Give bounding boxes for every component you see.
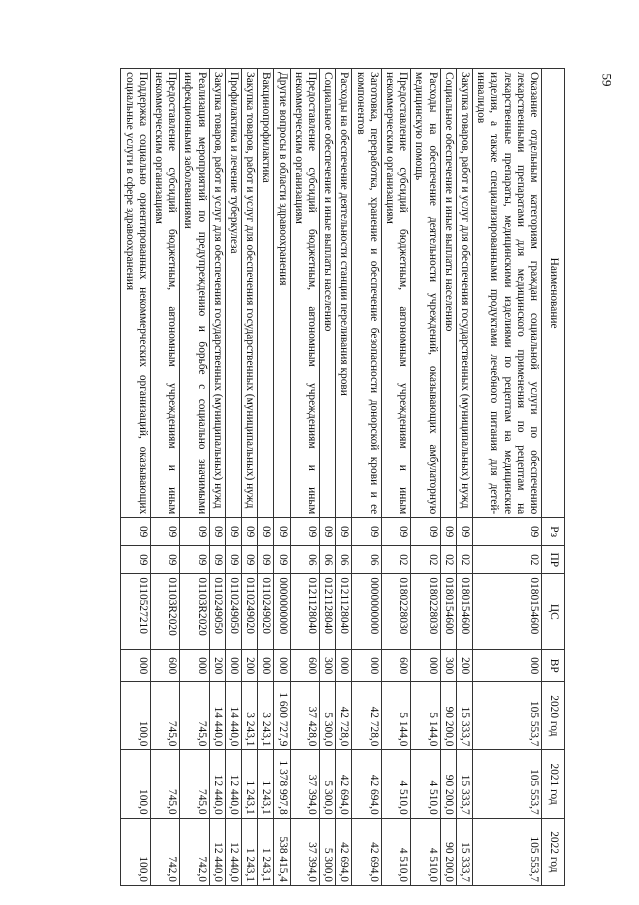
budget-table (120, 68, 565, 886)
row-2020-cell: 3 243,1 (241, 682, 257, 750)
row-2022-cell: 15 333,7 (456, 818, 472, 885)
row-2020-cell: 105 553,7 (472, 682, 541, 750)
header-2022: 2022 год (542, 818, 565, 885)
row-2022-cell: 90 200,0 (440, 818, 456, 885)
row-vr-cell: 000 (472, 650, 541, 682)
row-rz-cell: 09 (150, 518, 179, 546)
row-name-cell: Расходы на обеспечение деятельности учреждений, оказывающих амбулаторную медицинскую помощь (411, 69, 440, 518)
row-2022-cell: 105 553,7 (472, 818, 541, 885)
row-vr-cell: 600 (150, 650, 179, 682)
table-row (290, 69, 319, 886)
row-cs-cell: 0110249020 (258, 574, 274, 650)
row-2020-cell: 745,0 (180, 682, 209, 750)
row-vr-cell: 000 (258, 650, 274, 682)
row-2021-cell: 4 510,0 (381, 750, 410, 818)
row-rz-cell: 09 (456, 518, 472, 546)
row-pr-cell: 09 (180, 546, 209, 574)
row-cs-cell: 0180228030 (381, 574, 410, 650)
table-header-row (542, 69, 565, 886)
row-2020-cell: 15 333,7 (456, 682, 472, 750)
row-2021-cell: 90 200,0 (440, 750, 456, 818)
row-name-cell: Закупка товаров, работ и услуг для обеспечения государственных (муниципальных) нужд (209, 69, 225, 518)
row-2021-cell: 42 694,0 (336, 750, 352, 818)
table-row (180, 69, 209, 886)
row-2022-cell: 742,0 (150, 818, 179, 885)
row-2022-cell: 12 440,0 (225, 818, 241, 885)
row-pr-cell: 09 (241, 546, 257, 574)
row-pr-cell: 02 (411, 546, 440, 574)
row-cs-cell: 0000000000 (274, 574, 290, 650)
row-cs-cell: 0121128040 (319, 574, 335, 650)
rotated-page-content (85, 68, 565, 886)
row-vr-cell: 300 (319, 650, 335, 682)
row-name-cell: Поддержка социально ориентированных некоммерческих организаций, оказывающих социальные услуги в сфере здравоохранения (121, 69, 150, 518)
row-name-cell: Оказание отдельным категориям граждан социальной услуги по обеспечению лекарственными препаратами для медицинского применения по рецептам на лекарственные препараты, медицинскими изделиями по рецептам на медицинские изделия, а также специализированными продуктами лечебного питания для детей-инвалидов (472, 69, 541, 518)
row-cs-cell: 0110527210 (121, 574, 150, 650)
row-vr-cell: 000 (225, 650, 241, 682)
table-row (456, 69, 472, 886)
row-2020-cell: 14 440,0 (209, 682, 225, 750)
row-name-cell: Закупка товаров, работ и услуг для обеспечения государственных (муниципальных) нужд (456, 69, 472, 518)
row-2020-cell: 37 428,0 (290, 682, 319, 750)
table-row (440, 69, 456, 886)
row-2020-cell: 3 243,1 (258, 682, 274, 750)
header-pr: ПР (542, 546, 565, 574)
row-cs-cell: 0110249050 (225, 574, 241, 650)
row-pr-cell: 09 (225, 546, 241, 574)
row-name-cell: Социальное обеспечение и иные выплаты населению (440, 69, 456, 518)
row-cs-cell: 0121128040 (336, 574, 352, 650)
row-vr-cell: 000 (336, 650, 352, 682)
row-2020-cell: 5 144,0 (381, 682, 410, 750)
row-rz-cell: 09 (336, 518, 352, 546)
row-2021-cell: 15 333,7 (456, 750, 472, 818)
row-2021-cell: 42 694,0 (352, 750, 381, 818)
table-row (241, 69, 257, 886)
row-vr-cell: 000 (411, 650, 440, 682)
table-row (352, 69, 381, 886)
row-vr-cell: 200 (241, 650, 257, 682)
row-pr-cell: 06 (319, 546, 335, 574)
row-2022-cell: 42 694,0 (336, 818, 352, 885)
row-vr-cell: 000 (274, 650, 290, 682)
row-rz-cell: 09 (472, 518, 541, 546)
row-2020-cell: 5 300,0 (319, 682, 335, 750)
row-cs-cell: 0180154600 (472, 574, 541, 650)
row-pr-cell: 09 (274, 546, 290, 574)
table-row (258, 69, 274, 886)
row-2021-cell: 37 394,0 (290, 750, 319, 818)
header-cs: ЦС (542, 574, 565, 650)
row-vr-cell: 000 (352, 650, 381, 682)
row-rz-cell: 09 (274, 518, 290, 546)
row-vr-cell: 600 (381, 650, 410, 682)
row-name-cell: Другие вопросы в области здравоохранения (274, 69, 290, 518)
row-rz-cell: 09 (381, 518, 410, 546)
row-2021-cell: 12 440,0 (225, 750, 241, 818)
header-name: Наименование (542, 69, 565, 518)
row-2022-cell: 4 510,0 (411, 818, 440, 885)
row-name-cell: Предоставление субсидий бюджетным, автономным учреждениям и иным некоммерческим организациям (290, 69, 319, 518)
row-2020-cell: 90 200,0 (440, 682, 456, 750)
row-cs-cell: 01103R2020 (180, 574, 209, 650)
row-cs-cell: 0121128040 (290, 574, 319, 650)
row-rz-cell: 09 (411, 518, 440, 546)
row-2022-cell: 1 243,1 (241, 818, 257, 885)
row-2022-cell: 37 394,0 (290, 818, 319, 885)
row-cs-cell: 01103R2020 (150, 574, 179, 650)
row-pr-cell: 06 (336, 546, 352, 574)
row-2021-cell: 1 243,1 (258, 750, 274, 818)
header-2020: 2020 год (542, 682, 565, 750)
row-vr-cell: 600 (290, 650, 319, 682)
table-row (225, 69, 241, 886)
row-name-cell: Социальное обеспечение и иные выплаты населению (319, 69, 335, 518)
table-row (411, 69, 440, 886)
row-pr-cell: 02 (440, 546, 456, 574)
row-2021-cell: 745,0 (150, 750, 179, 818)
row-name-cell: Закупка товаров, работ и услуг для обеспечения государственных (муниципальных) нужд (241, 69, 257, 518)
row-vr-cell: 000 (180, 650, 209, 682)
page-number: 59 (599, 73, 615, 87)
row-rz-cell: 09 (352, 518, 381, 546)
row-name-cell: Предоставление субсидий бюджетным, автономным учреждениям и иным некоммерческим организациям (150, 69, 179, 518)
row-2020-cell: 1 600 727,9 (274, 682, 290, 750)
row-2020-cell: 745,0 (150, 682, 179, 750)
row-rz-cell: 09 (121, 518, 150, 546)
table-row (274, 69, 290, 886)
row-2022-cell: 5 300,0 (319, 818, 335, 885)
row-pr-cell: 06 (352, 546, 381, 574)
row-rz-cell: 09 (209, 518, 225, 546)
header-2021: 2021 год (542, 750, 565, 818)
row-2022-cell: 4 510,0 (381, 818, 410, 885)
row-cs-cell: 0180154600 (456, 574, 472, 650)
row-vr-cell: 200 (456, 650, 472, 682)
row-2022-cell: 100,0 (121, 818, 150, 885)
row-2020-cell: 100,0 (121, 682, 150, 750)
row-pr-cell: 09 (150, 546, 179, 574)
row-2022-cell: 538 415,4 (274, 818, 290, 885)
row-pr-cell: 06 (290, 546, 319, 574)
row-rz-cell: 09 (258, 518, 274, 546)
row-2021-cell: 745,0 (180, 750, 209, 818)
row-2020-cell: 42 728,0 (352, 682, 381, 750)
table-row (150, 69, 179, 886)
row-2021-cell: 12 440,0 (209, 750, 225, 818)
row-2021-cell: 1 378 997,8 (274, 750, 290, 818)
row-2022-cell: 742,0 (180, 818, 209, 885)
row-pr-cell: 09 (258, 546, 274, 574)
row-cs-cell: 0110249050 (209, 574, 225, 650)
row-name-cell: Расходы на обеспечение деятельности станции переливания крови (336, 69, 352, 518)
row-pr-cell: 02 (456, 546, 472, 574)
row-cs-cell: 0000000000 (352, 574, 381, 650)
table-row (472, 69, 541, 886)
table-row (209, 69, 225, 886)
row-name-cell: Реализация мероприятий по предупреждению и борьбе с социально значимыми инфекционными заболеваниями (180, 69, 209, 518)
row-2022-cell: 1 243,1 (258, 818, 274, 885)
row-2020-cell: 5 144,0 (411, 682, 440, 750)
row-pr-cell: 09 (121, 546, 150, 574)
row-2020-cell: 14 440,0 (225, 682, 241, 750)
row-2021-cell: 1 243,1 (241, 750, 257, 818)
row-vr-cell: 000 (121, 650, 150, 682)
row-rz-cell: 09 (241, 518, 257, 546)
row-name-cell: Заготовка, переработка, хранение и обеспечение безопасности донорской крови и ее компонентов (352, 69, 381, 518)
table-row (121, 69, 150, 886)
table-row (319, 69, 335, 886)
table-body (121, 69, 542, 886)
header-vr: ВР (542, 650, 565, 682)
row-2021-cell: 105 553,7 (472, 750, 541, 818)
row-name-cell: Вакцинопрофилактика (258, 69, 274, 518)
row-2022-cell: 42 694,0 (352, 818, 381, 885)
row-cs-cell: 0180154600 (440, 574, 456, 650)
row-2021-cell: 4 510,0 (411, 750, 440, 818)
row-2022-cell: 12 440,0 (209, 818, 225, 885)
row-pr-cell: 02 (381, 546, 410, 574)
row-rz-cell: 09 (180, 518, 209, 546)
row-2020-cell: 42 728,0 (336, 682, 352, 750)
row-cs-cell: 0180228030 (411, 574, 440, 650)
row-vr-cell: 200 (209, 650, 225, 682)
row-rz-cell: 09 (440, 518, 456, 546)
row-cs-cell: 0110249020 (241, 574, 257, 650)
row-rz-cell: 09 (225, 518, 241, 546)
row-pr-cell: 02 (472, 546, 541, 574)
table-row (336, 69, 352, 886)
row-name-cell: Предоставление субсидий бюджетным, автономным учреждениям и иным некоммерческим организациям (381, 69, 410, 518)
table-row (381, 69, 410, 886)
row-rz-cell: 09 (319, 518, 335, 546)
row-rz-cell: 09 (290, 518, 319, 546)
row-2021-cell: 5 300,0 (319, 750, 335, 818)
header-rz: Рз (542, 518, 565, 546)
row-name-cell: Профилактика и лечение туберкулеза (225, 69, 241, 518)
row-2021-cell: 100,0 (121, 750, 150, 818)
row-pr-cell: 09 (209, 546, 225, 574)
row-vr-cell: 300 (440, 650, 456, 682)
